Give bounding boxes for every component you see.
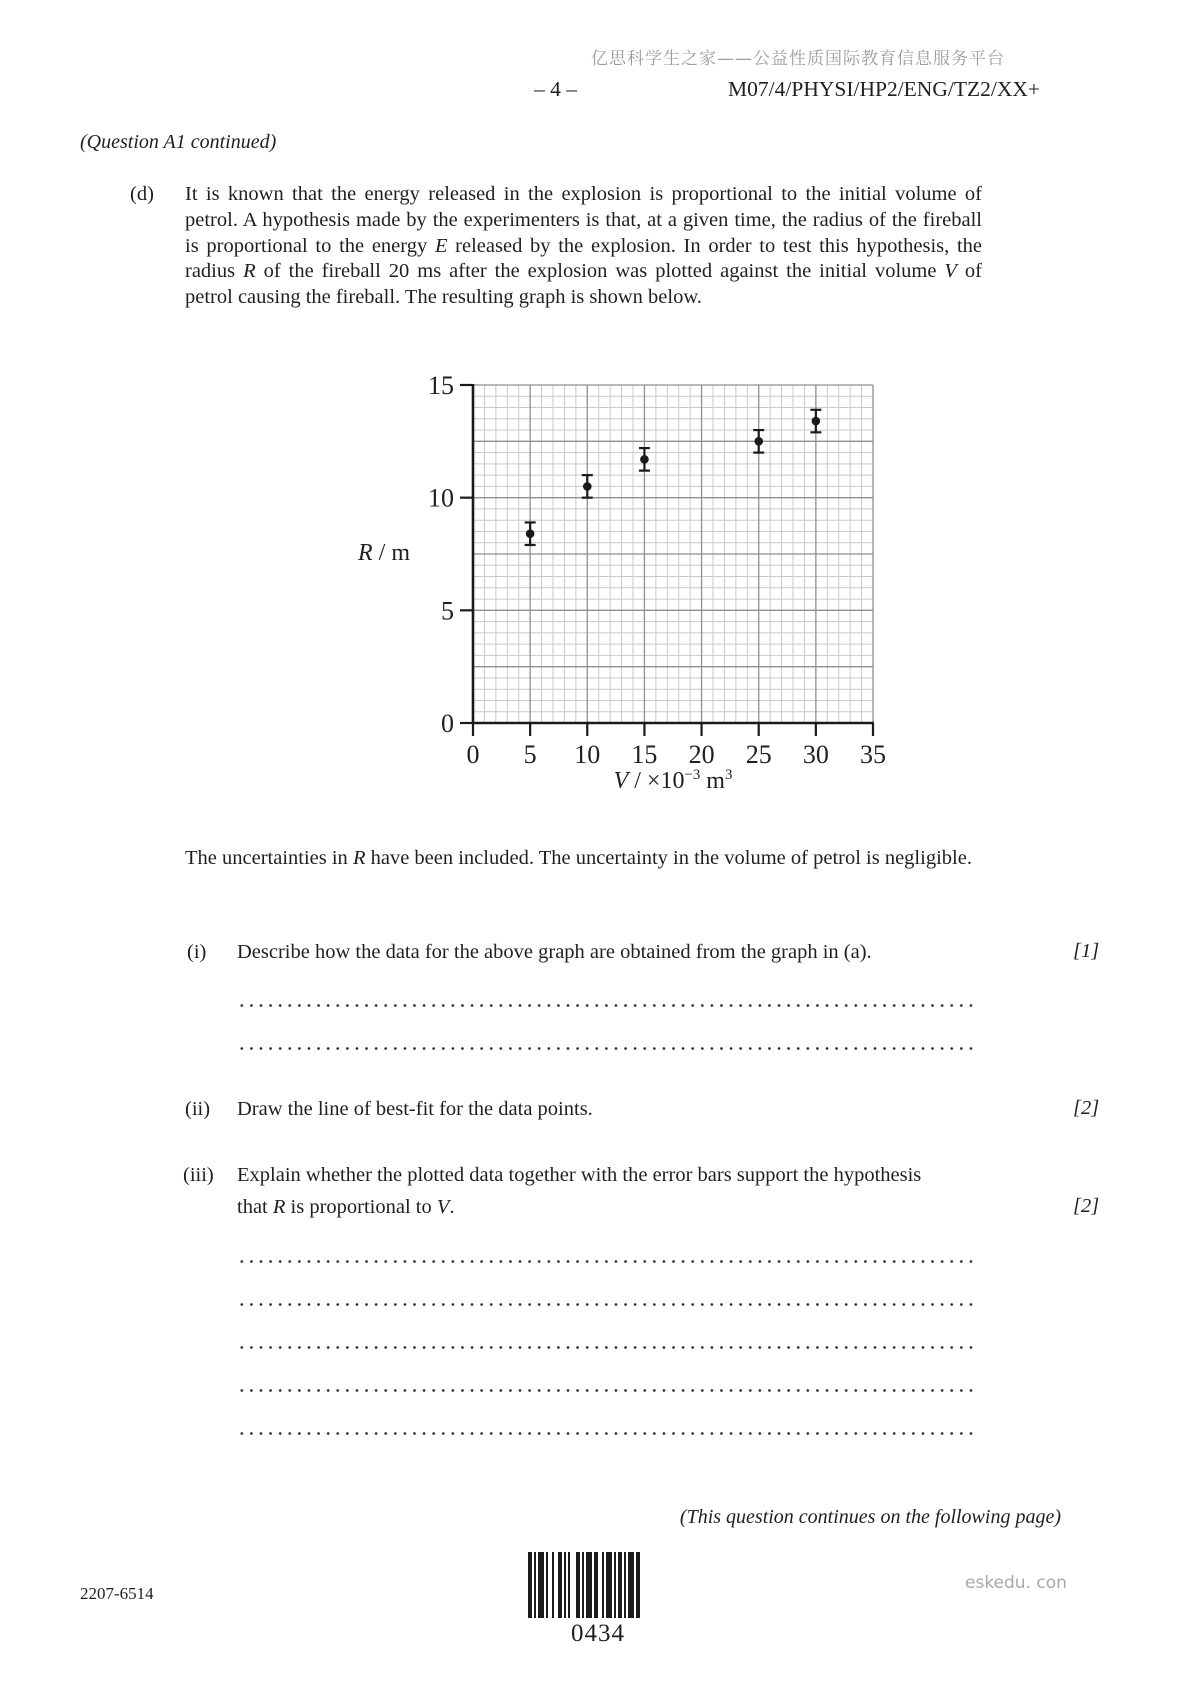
- barcode-bar: [636, 1552, 640, 1618]
- barcode-bar: [628, 1552, 634, 1618]
- document-code: 2207-6514: [80, 1584, 154, 1603]
- styled-text-segment: V: [613, 768, 629, 794]
- answer-dotted-line: [237, 1389, 975, 1392]
- answer-dotted-line: [237, 1004, 975, 1007]
- barcode-bar: [618, 1552, 622, 1618]
- text-segment: is proportional to: [285, 1196, 437, 1218]
- svg-text:30: 30: [802, 740, 829, 769]
- question-i-answer-lines: [237, 1004, 975, 1050]
- x-axis-title: [473, 767, 873, 795]
- barcode-bar: [528, 1552, 532, 1618]
- question-iii-answer-lines: [237, 1260, 975, 1435]
- answer-dotted-line: [237, 1432, 975, 1435]
- styled-text-segment: R: [357, 540, 373, 566]
- svg-text:10: 10: [574, 740, 601, 769]
- text-segment: .: [449, 1196, 455, 1218]
- question-ii-label: (ii): [185, 1098, 211, 1120]
- barcode-bar: [586, 1552, 592, 1618]
- svg-text:0: 0: [441, 709, 454, 738]
- barcode-block: [528, 1552, 668, 1648]
- paper-code: M07/4/PHYSI/HP2/ENG/TZ2/XX+: [728, 77, 1040, 101]
- barcode-bar: [582, 1552, 584, 1618]
- fireball-radius-vs-volume-chart: [330, 340, 910, 802]
- styled-text-segment: R: [352, 847, 366, 869]
- barcode-bar: [624, 1552, 626, 1618]
- styled-text-segment: −3: [684, 767, 701, 783]
- styled-text-segment: E: [434, 234, 448, 257]
- svg-text:10: 10: [428, 483, 454, 513]
- question-continued-note: (Question A1 continued): [80, 131, 277, 153]
- page-number: – 4 –: [534, 77, 577, 101]
- continuation-note: (This question continues on the following page): [679, 1506, 1061, 1528]
- y-axis-title: [342, 540, 426, 567]
- chart-canvas: [330, 340, 910, 802]
- barcode-bar: [546, 1552, 548, 1618]
- question-i-marks: [1]: [1073, 940, 1100, 962]
- answer-dotted-line: [237, 1047, 975, 1050]
- barcode-bar: [538, 1552, 544, 1618]
- question-i-label: (i): [187, 941, 207, 963]
- barcode-bar: [614, 1552, 616, 1618]
- answer-dotted-line: [237, 1303, 975, 1306]
- cn-watermark-text: 亿思科学生之家——公益性质国际教育信息服务平台: [591, 49, 1005, 69]
- barcode-bar: [576, 1552, 580, 1618]
- question-iii-label: (iii): [183, 1164, 214, 1186]
- svg-text:5: 5: [441, 596, 454, 626]
- part-d-text: [185, 182, 982, 311]
- question-ii-marks: [2]: [1073, 1097, 1100, 1119]
- svg-text:0: 0: [466, 740, 480, 769]
- question-iii-text-line2: [237, 1195, 1007, 1221]
- svg-text:5: 5: [523, 740, 537, 769]
- answer-dotted-line: [237, 1346, 975, 1349]
- uncertainty-note: [185, 846, 982, 872]
- barcode-bar: [552, 1552, 554, 1618]
- barcode-bar: [568, 1552, 570, 1618]
- barcode-bar: [602, 1552, 604, 1618]
- barcode-bar: [564, 1552, 566, 1618]
- text-segment: of the fireball 20 ms after the explosion was plotted against the initial volume: [255, 260, 945, 283]
- text-segment: that: [237, 1196, 273, 1218]
- answer-dotted-line: [237, 1260, 975, 1263]
- svg-text:25: 25: [745, 740, 772, 769]
- barcode-bar: [606, 1552, 612, 1618]
- styled-text-segment: V: [944, 260, 957, 283]
- question-i-text: Describe how the data for the above graph are obtained from the graph in (a).: [237, 941, 872, 963]
- barcode-bar: [594, 1552, 598, 1618]
- text-segment: / m: [372, 540, 410, 566]
- text-segment: released by the explosion. In order to test this hypothesis, the radius: [185, 234, 982, 283]
- text-segment: / ×10: [628, 768, 685, 794]
- svg-text:20: 20: [688, 740, 715, 769]
- barcode-label: 0434: [571, 1620, 625, 1647]
- svg-text:15: 15: [428, 371, 454, 400]
- site-watermark: eskedu. con: [965, 1573, 1067, 1593]
- barcode-bar: [558, 1552, 562, 1618]
- styled-text-segment: 3: [724, 767, 733, 783]
- styled-text-segment: R: [243, 260, 256, 283]
- part-d-label: (d): [130, 183, 154, 205]
- svg-text:35: 35: [860, 740, 886, 769]
- svg-text:15: 15: [631, 740, 658, 769]
- question-iii-marks: [2]: [1073, 1195, 1100, 1217]
- text-segment: The uncertainties in: [185, 847, 353, 869]
- text-segment: have been included. The uncertainty in the volume of petrol is negligible.: [365, 847, 972, 869]
- barcode-image: [528, 1552, 668, 1618]
- text-segment: m: [700, 768, 725, 794]
- question-ii-text: Draw the line of best-fit for the data points.: [237, 1098, 593, 1120]
- question-iii-text-line1: Explain whether the plotted data together with the error bars support the hypothesis: [237, 1164, 922, 1186]
- text-segment: of petrol causing the fireball. The resulting graph is shown below.: [185, 260, 982, 309]
- barcode-bar: [534, 1552, 536, 1618]
- styled-text-segment: R: [272, 1196, 286, 1218]
- text-segment: It is known that the energy released in the explosion is proportional to the initial volume of petrol. A hypothesis made by the experimenters is that, at a given time, the radius of the fireball is proportional to the energy: [185, 183, 982, 257]
- styled-text-segment: V: [436, 1196, 450, 1218]
